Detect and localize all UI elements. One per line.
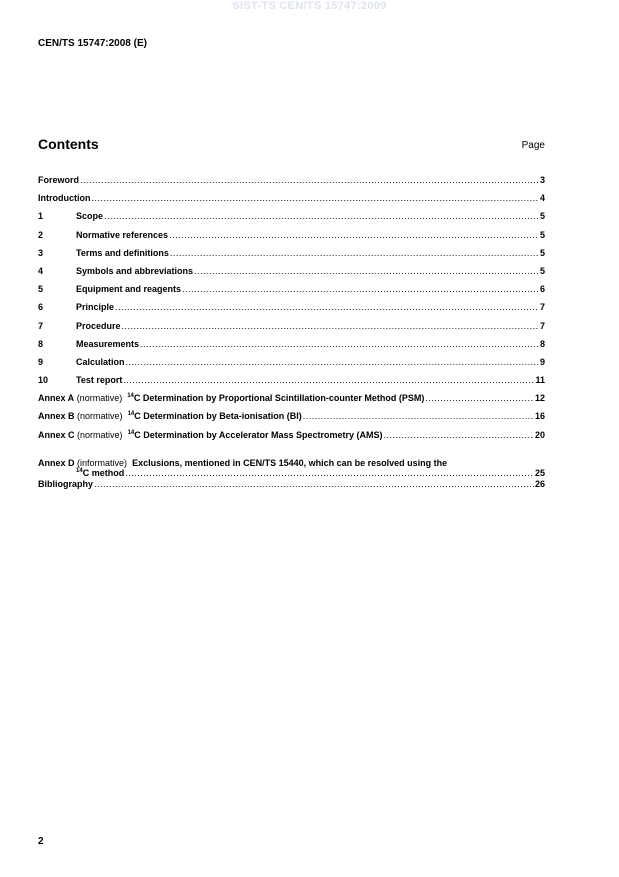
toc-entry-annex-b[interactable]: [38, 411, 545, 429]
toc-entry-number: 5: [38, 284, 44, 295]
toc-entry-title: Terms and definitions: [76, 247, 169, 258]
toc-entry-title: Scope: [76, 211, 104, 222]
annex-label: Annex C: [38, 429, 75, 440]
document-id: CEN/TS 15747:2008 (E): [38, 38, 147, 49]
toc-entry-page: 8: [539, 338, 545, 349]
toc-entry-title: C Determination by Proportional Scintillation-counter Method (PSM): [133, 393, 425, 404]
isotope-superscript: 14: [76, 467, 83, 474]
annex-kind: (normative): [77, 429, 123, 440]
toc-entry-annex-a[interactable]: [38, 393, 545, 411]
toc-entry-principle[interactable]: [38, 302, 545, 320]
toc-entry-title: Exclusions, mentioned in CEN/TS 15440, which can be resolved using the: [132, 457, 448, 468]
toc-entry-title: Foreword: [38, 175, 80, 185]
toc-entry-terms-and-definitions[interactable]: [38, 248, 545, 266]
toc-leader-dots: [425, 393, 534, 403]
toc-entry-number: 1: [38, 211, 44, 222]
toc-entry-page: 5: [539, 229, 545, 240]
isotope-superscript: 14: [127, 411, 135, 418]
toc-entry-page: 5: [539, 211, 545, 222]
watermark: SIST-TS CEN/TS 15747:2009: [232, 0, 387, 12]
annex-label: Annex B: [38, 411, 75, 422]
toc-leader-dots: [104, 211, 539, 221]
toc-entry-annex-c[interactable]: [38, 430, 545, 448]
toc-entry-equipment-and-reagents[interactable]: [38, 284, 545, 302]
toc-entry-scope[interactable]: [38, 211, 545, 229]
toc-leader-dots: [182, 284, 539, 294]
toc-entry-number: 8: [38, 338, 44, 349]
toc-entry-test-report[interactable]: [38, 375, 545, 393]
toc-entry-page: 6: [539, 284, 545, 295]
toc-entry-title: Procedure: [76, 320, 121, 331]
toc-entry-page: 9: [539, 356, 545, 367]
toc-entry-page: 5: [539, 265, 545, 276]
toc-leader-dots: [94, 479, 534, 489]
toc-leader-dots: [115, 302, 539, 312]
toc-entry-page: 5: [539, 247, 545, 258]
toc-leader-dots: [126, 357, 539, 367]
annex-kind: (normative): [76, 393, 123, 404]
toc-entry-title: C Determination by Accelerator Mass Spectrometry (AMS): [134, 429, 383, 440]
toc-entry-page: 16: [534, 411, 545, 422]
toc-entry-foreword[interactable]: [38, 175, 545, 193]
toc-entry-annex-d[interactable]: [38, 448, 545, 479]
toc-leader-dots: [92, 193, 539, 203]
toc-entry-title: Principle: [76, 302, 115, 313]
toc-entry-procedure[interactable]: [38, 321, 545, 339]
toc-entry-page: 20: [534, 429, 545, 440]
toc-entry-page: 3: [539, 175, 545, 185]
toc-leader-dots: [170, 248, 539, 258]
toc-entry-title: Measurements: [76, 338, 140, 349]
toc-leader-dots: [80, 175, 539, 185]
toc-entry-title: Calculation: [76, 356, 125, 367]
toc-entry-introduction[interactable]: [38, 193, 545, 211]
toc-leader-dots: [122, 321, 539, 331]
toc-entry-page: 4: [539, 193, 545, 204]
toc-entry-title: Bibliography: [38, 478, 94, 489]
toc-entry-title: Symbols and abbreviations: [76, 265, 194, 276]
toc-leader-dots: [303, 411, 534, 421]
toc-entry-title: C Determination by Beta-ionisation (BI): [134, 411, 302, 422]
toc-entry-page: 26: [534, 478, 545, 489]
toc-entry-title-continued: C method: [82, 467, 125, 478]
isotope-superscript: 14: [127, 393, 134, 400]
annex-kind: (informative): [77, 457, 128, 468]
toc-entry-number: 3: [38, 247, 44, 258]
isotope-superscript: 14: [127, 429, 135, 436]
toc-entry-symbols-and-abbreviations[interactable]: [38, 266, 545, 284]
toc-entry-page: 11: [535, 375, 545, 386]
toc-leader-dots: [140, 339, 539, 349]
toc-entry-number: 9: [38, 356, 44, 367]
toc-entry-title: Test report: [76, 375, 123, 386]
toc-leader-dots: [123, 375, 534, 385]
toc-entry-page: 7: [539, 302, 545, 313]
contents-heading: Contents: [38, 136, 99, 152]
toc-entry-number: 4: [38, 265, 44, 276]
toc-entry-number: 7: [38, 320, 44, 331]
toc-leader-dots: [194, 266, 539, 276]
toc-entry-normative-references[interactable]: [38, 230, 545, 248]
annex-label: Annex D: [38, 457, 75, 468]
toc-entry-page: 7: [539, 320, 545, 331]
toc-entry-page: 25: [534, 467, 545, 478]
toc-leader-dots: [125, 468, 534, 478]
annex-label: Annex A: [38, 393, 75, 404]
table-of-contents: [38, 175, 545, 497]
toc-entry-calculation[interactable]: [38, 357, 545, 375]
toc-entry-number: 2: [38, 229, 44, 240]
toc-entry-number: 6: [38, 302, 44, 313]
page-column-label: Page: [521, 140, 545, 151]
toc-entry-bibliography[interactable]: [38, 479, 545, 497]
annex-kind: (normative): [77, 411, 123, 422]
toc-leader-dots: [169, 230, 539, 240]
toc-entry-title: Introduction: [38, 193, 91, 204]
toc-entry-measurements[interactable]: [38, 339, 545, 357]
toc-entry-page: 12: [534, 393, 545, 404]
toc-entry-title: Normative references: [76, 229, 169, 240]
page-number: 2: [38, 836, 44, 847]
toc-leader-dots: [383, 430, 534, 440]
toc-entry-number: 10: [38, 375, 49, 386]
toc-entry-title: Equipment and reagents: [76, 284, 182, 295]
